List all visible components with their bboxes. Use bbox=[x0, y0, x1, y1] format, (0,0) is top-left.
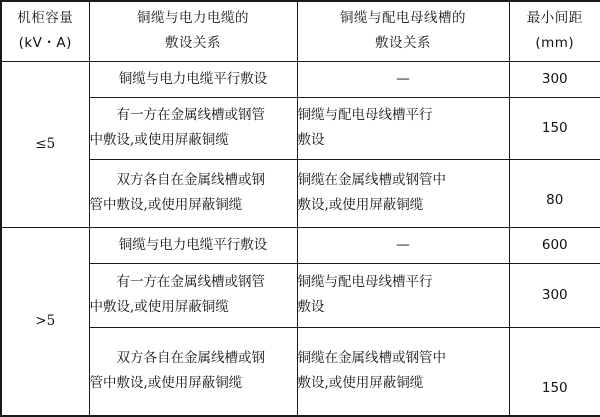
busway-relation-cell: 铜缆在金属线槽或钢管中 敷设,或使用屏蔽铜缆 bbox=[297, 327, 509, 416]
table-row bbox=[1, 61, 600, 97]
busway-relation-cell: — bbox=[297, 227, 509, 263]
header-min-distance: 最小间距 (mm) bbox=[509, 1, 600, 61]
distance-cell: 150 bbox=[509, 97, 600, 159]
power-relation-cell: 铜缆与电力电缆平行敷设 bbox=[89, 61, 297, 97]
table-row bbox=[1, 263, 600, 327]
power-relation-cell: 双方各自在金属线槽或钢 管中敷设,或使用屏蔽铜缆 bbox=[89, 327, 297, 416]
busway-relation-cell: 铜缆与配电母线槽平行 敷设 bbox=[297, 97, 509, 159]
power-relation-cell: 铜缆与电力电缆平行敷设 bbox=[89, 227, 297, 263]
capacity-cell: >5 bbox=[1, 227, 89, 416]
distance-cell: 150 bbox=[509, 327, 600, 416]
table-row bbox=[1, 159, 600, 227]
distance-cell: 300 bbox=[509, 61, 600, 97]
table-row bbox=[1, 327, 600, 416]
table-row bbox=[1, 97, 600, 159]
power-relation-cell: 双方各自在金属线槽或钢 管中敷设,或使用屏蔽铜缆 bbox=[89, 159, 297, 227]
power-relation-cell: 有一方在金属线槽或钢管 中敷设,或使用屏蔽铜缆 bbox=[89, 263, 297, 327]
table-row bbox=[1, 227, 600, 263]
distance-cell: 80 bbox=[509, 159, 600, 227]
busway-relation-cell: 铜缆在金属线槽或钢管中 敷设,或使用屏蔽铜缆 bbox=[297, 159, 509, 227]
busway-relation-cell: 铜缆与配电母线槽平行 敷设 bbox=[297, 263, 509, 327]
capacity-cell: ≤5 bbox=[1, 61, 89, 227]
header-busway-relation: 铜缆与配电母线槽的 敷设关系 bbox=[297, 1, 509, 61]
header-row bbox=[1, 1, 600, 61]
distance-cell: 600 bbox=[509, 227, 600, 263]
busway-relation-cell: — bbox=[297, 61, 509, 97]
header-capacity: 机柜容量 (kV・A) bbox=[1, 1, 89, 61]
power-relation-cell: 有一方在金属线槽或钢管 中敷设,或使用屏蔽铜缆 bbox=[89, 97, 297, 159]
header-power-relation: 铜缆与电力电缆的 敷设关系 bbox=[89, 1, 297, 61]
distance-cell: 300 bbox=[509, 263, 600, 327]
